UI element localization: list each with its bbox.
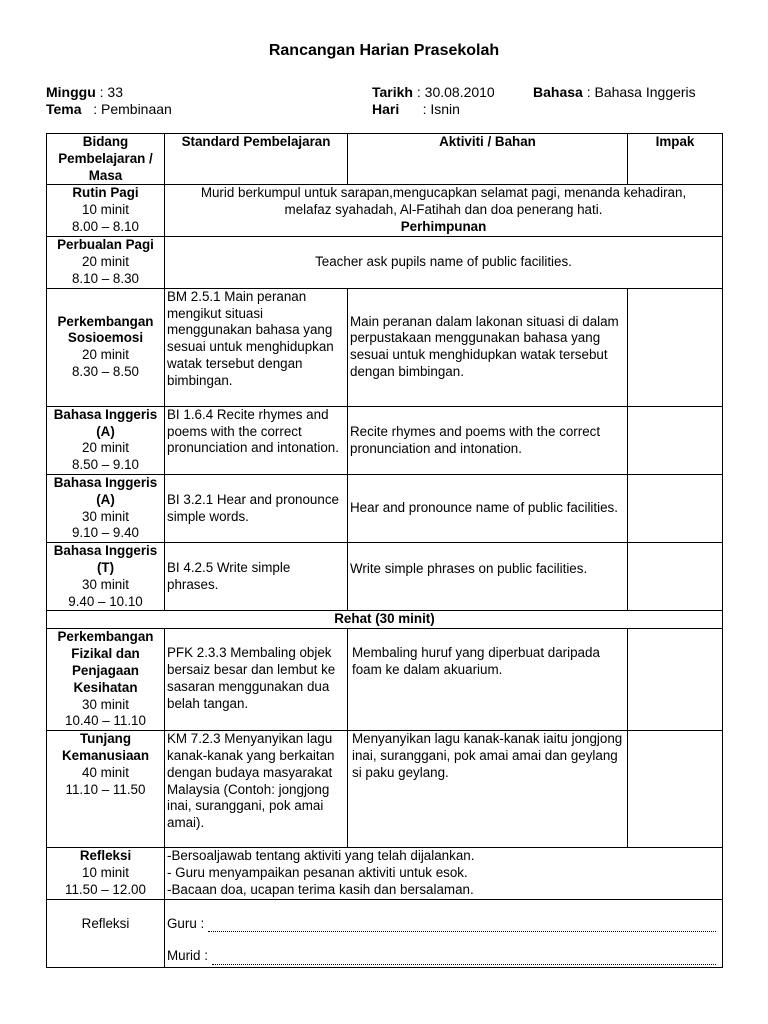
slot-time: 8.50 – 9.10 (71, 457, 139, 473)
murid-label: Murid : (167, 948, 208, 964)
activity-line: -Bersoaljawab tentang aktiviti yang telah dijalankan. (167, 848, 475, 864)
activity-line: - Guru menyampaikan pesanan aktiviti untuk esok. (167, 864, 468, 880)
row-tunjang (47, 731, 723, 848)
tarikh-value: : 30.08.2010 (416, 84, 495, 100)
aktiviti-cell: Hear and pronounce name of public facilities. (348, 474, 628, 542)
tema-field (46, 101, 172, 118)
slot-cell (47, 543, 165, 611)
bahasa-value: : Bahasa Inggeris (586, 84, 696, 100)
slot-duration: 40 minit (82, 764, 129, 780)
slot-name: Perbualan Pagi (57, 237, 154, 253)
impak-cell (628, 288, 723, 406)
row-perbualan-pagi (47, 237, 723, 288)
slot-cell (47, 629, 165, 731)
slot-duration: 30 minit (82, 576, 129, 592)
row-bi-1 (47, 406, 723, 474)
activity-cell (165, 185, 723, 237)
slot-cell (47, 288, 165, 406)
guru-label: Guru : (167, 915, 205, 931)
minggu-value: : 33 (99, 84, 124, 100)
row-bi-2 (47, 474, 723, 542)
header-standard: Standard Pembelajaran (165, 134, 348, 185)
slot-name: Refleksi (79, 848, 132, 864)
slot-name: Bahasa Inggeris (T) (53, 543, 158, 575)
slot-duration: 20 minit (82, 440, 129, 456)
activity-cell: Teacher ask pupils name of public facilities. (165, 237, 723, 288)
slot-cell (47, 474, 165, 542)
tema-label: Tema (46, 101, 82, 117)
row-refleksi-1 (47, 848, 723, 899)
slot-duration: 30 minit (82, 508, 129, 524)
minggu-label: Minggu (46, 84, 96, 100)
standard-cell: BI 1.6.4 Recite rhymes and poems with the correct pronunciation and intonation. (165, 406, 348, 474)
row-fizikal (47, 629, 723, 731)
slot-name: Perkembangan Sosioemosi (57, 313, 154, 346)
standard-cell: PFK 2.3.3 Membaling objek bersaiz besar dan lembut ke sasaran menggunakan dua belah tangan. (165, 629, 348, 731)
slot-duration: 10 minit (82, 864, 129, 880)
slot-time: 8.00 – 8.10 (71, 218, 139, 234)
murid-signature-line (212, 954, 716, 965)
hari-label: Hari (372, 101, 400, 117)
slot-time: 11.50 – 12.00 (65, 881, 146, 897)
slot-duration: 20 minit (82, 347, 129, 363)
impak-cell (628, 543, 723, 611)
murid-line (167, 948, 720, 965)
impak-cell (628, 406, 723, 474)
slot-time: 9.10 – 9.40 (71, 525, 139, 541)
impak-cell (628, 629, 723, 731)
aktiviti-cell: Main peranan dalam lakonan situasi di dalam perpustakaan menggunakan bahasa yang sesuai untuk menghidupkan watak tersebut dengan bimbingan. (348, 288, 628, 406)
slot-name: Refleksi (47, 899, 165, 967)
bahasa-field (533, 84, 696, 101)
slot-cell (47, 848, 165, 899)
slot-cell (47, 406, 165, 474)
guru-line (167, 916, 720, 933)
slot-cell (47, 237, 165, 288)
slot-cell (47, 185, 165, 237)
slot-name: Bahasa Inggeris (A) (53, 406, 158, 439)
impak-cell (628, 474, 723, 542)
row-rehat (47, 611, 723, 629)
activity-line: -Bacaan doa, ucapan terima kasih dan bersalaman. (167, 881, 474, 897)
header-row (47, 134, 723, 185)
signature-cell (165, 899, 723, 967)
aktiviti-cell: Membaling huruf yang diperbuat daripada foam ke dalam akuarium. (348, 629, 628, 731)
row-refleksi-2 (47, 899, 723, 967)
standard-cell: BI 3.2.1 Hear and pronounce simple words. (165, 474, 348, 542)
aktiviti-cell: Write simple phrases on public facilities. (348, 543, 628, 611)
aktiviti-cell: Recite rhymes and poems with the correct pronunciation and intonation. (348, 406, 628, 474)
slot-name: Bahasa Inggeris (A) (53, 474, 158, 507)
hari-value: : Isnin (422, 101, 460, 117)
header-aktiviti: Aktiviti / Bahan (348, 134, 628, 185)
bahasa-label: Bahasa (533, 84, 583, 100)
tarikh-label: Tarikh (372, 84, 413, 100)
slot-time: 11.10 – 11.50 (65, 781, 146, 797)
slot-time: 10.40 – 11.10 (65, 713, 146, 729)
slot-duration: 30 minit (82, 696, 129, 712)
slot-time: 8.10 – 8.30 (71, 270, 139, 286)
activity-subheading: Perhimpunan (400, 218, 487, 234)
tarikh-field (372, 84, 495, 101)
row-sosioemosi (47, 288, 723, 406)
standard-cell: BI 4.2.5 Write simple phrases. (165, 543, 348, 611)
slot-time: 8.30 – 8.50 (71, 364, 139, 380)
row-bi-3 (47, 543, 723, 611)
slot-duration: 20 minit (82, 254, 129, 270)
minggu-field (46, 84, 123, 101)
impak-cell (628, 731, 723, 848)
guru-signature-line (208, 921, 716, 932)
row-rutin-pagi (47, 185, 723, 237)
slot-name: Perkembangan Fizikal dan Penjagaan Kesihatan (57, 629, 154, 695)
header-bidang: Bidang Pembelajaran / Masa (47, 134, 165, 185)
tema-value: : Pembinaan (93, 101, 172, 117)
activity-cell (165, 848, 723, 899)
slot-name: Tunjang Kemanusiaan (61, 731, 150, 763)
hari-field (372, 101, 460, 118)
standard-cell: KM 7.2.3 Menyanyikan lagu kanak-kanak yang berkaitan dengan budaya masyarakat Malaysia (Contoh: jongjong inai, suranggani, pok amai amai). (165, 731, 348, 848)
break-cell: Rehat (30 minit) (47, 611, 723, 629)
slot-name: Rutin Pagi (72, 185, 139, 201)
header-impak: Impak (628, 134, 723, 185)
page-title: Rancangan Harian Prasekolah (268, 42, 500, 59)
slot-time: 9.40 – 10.10 (68, 593, 143, 609)
slot-duration: 10 minit (82, 202, 129, 218)
aktiviti-cell: Menyanyikan lagu kanak-kanak iaitu jongjong inai, suranggani, pok amai amai dan geylang si paku geylang. (348, 731, 628, 848)
standard-cell: BM 2.5.1 Main peranan mengikut situasi menggunakan bahasa yang sesuai untuk menghidupkan watak tersebut dengan bimbingan. (165, 288, 348, 406)
activity-text: Murid berkumpul untuk sarapan,mengucapkan selamat pagi, menanda kehadiran, melafaz syahadah, Al-Fatihah dan doa penerang hati. (200, 185, 687, 218)
slot-cell (47, 731, 165, 848)
lesson-plan-table (46, 133, 723, 968)
